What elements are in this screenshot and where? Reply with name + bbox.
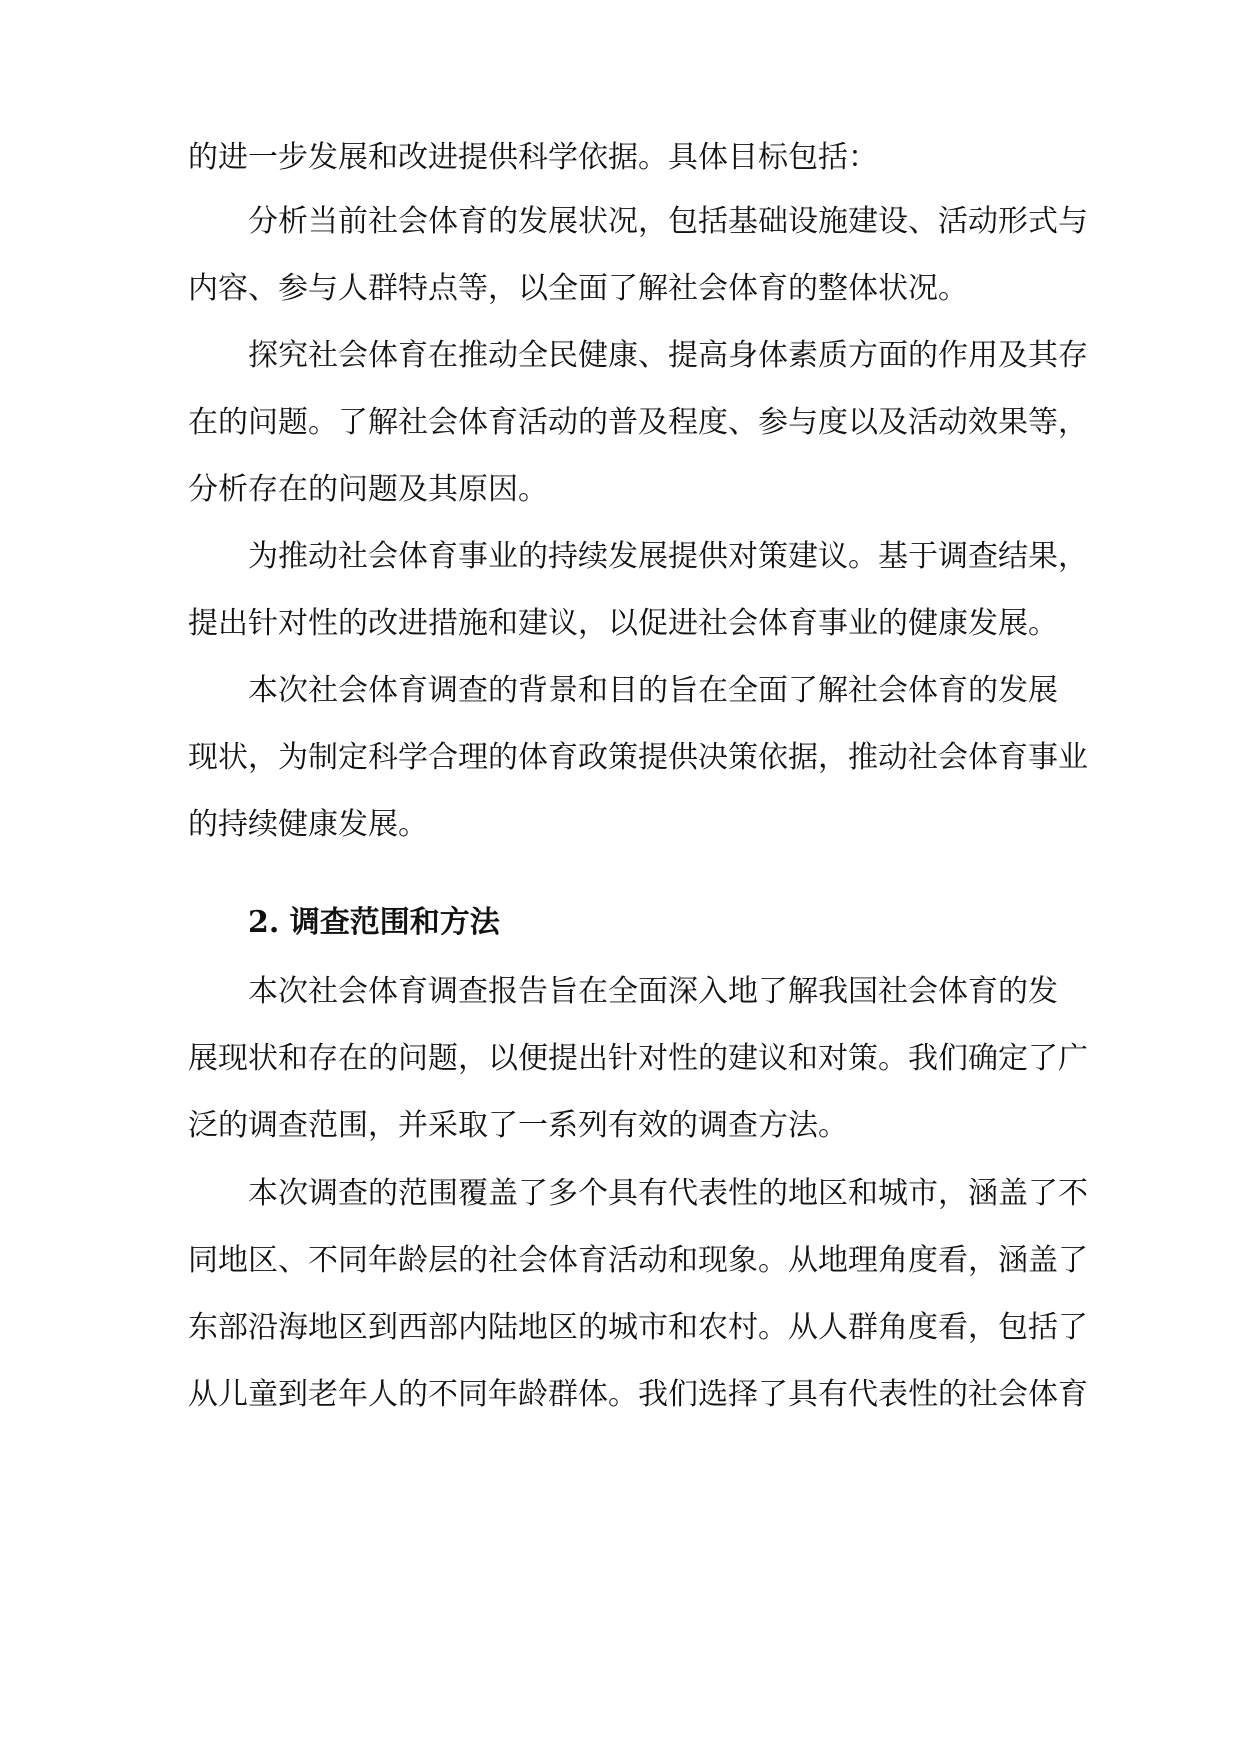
paragraph-line: 东部沿海地区到西部内陆地区的城市和农村。从人群角度看，包括了 (188, 1310, 1088, 1345)
paragraph-line: 内容、参与人群特点等，以全面了解社会体育的整体状况。 (188, 271, 968, 306)
paragraph-line: 现状，为制定科学合理的体育政策提供决策依据，推动社会体育事业 (188, 740, 1088, 775)
paragraph-line: 分析当前社会体育的发展状况，包括基础设施建设、活动形式与 (248, 204, 1088, 239)
paragraph-line: 的进一步发展和改进提供科学依据。具体目标包括： (188, 140, 878, 175)
paragraph-line: 探究社会体育在推动全民健康、提高身体素质方面的作用及其存 (248, 338, 1088, 373)
paragraph-line: 本次社会体育调查的背景和目的旨在全面了解社会体育的发展 (248, 673, 1058, 708)
paragraph-line: 的持续健康发展。 (188, 807, 428, 842)
paragraph-line: 本次调查的范围覆盖了多个具有代表性的地区和城市，涵盖了不 (248, 1176, 1088, 1211)
paragraph-line: 为推动社会体育事业的持续发展提供对策建议。基于调查结果， (248, 539, 1088, 574)
paragraph-line: 提出针对性的改进措施和建议，以促进社会体育事业的健康发展。 (188, 606, 1058, 641)
paragraph-line: 从儿童到老年人的不同年龄群体。我们选择了具有代表性的社会体育 (188, 1377, 1088, 1412)
paragraph-line: 同地区、不同年龄层的社会体育活动和现象。从地理角度看，涵盖了 (188, 1243, 1088, 1278)
paragraph-line: 泛的调查范围，并采取了一系列有效的调查方法。 (188, 1108, 848, 1143)
paragraph-line: 展现状和存在的问题，以便提出针对性的建议和对策。我们确定了广 (188, 1041, 1088, 1076)
section-heading: 2. 调查范围和方法 (248, 905, 500, 940)
paragraph-line: 分析存在的问题及其原因。 (188, 472, 548, 507)
paragraph-line: 本次社会体育调查报告旨在全面深入地了解我国社会体育的发 (248, 974, 1058, 1009)
paragraph-line: 在的问题。了解社会体育活动的普及程度、参与度以及活动效果等， (188, 405, 1088, 440)
